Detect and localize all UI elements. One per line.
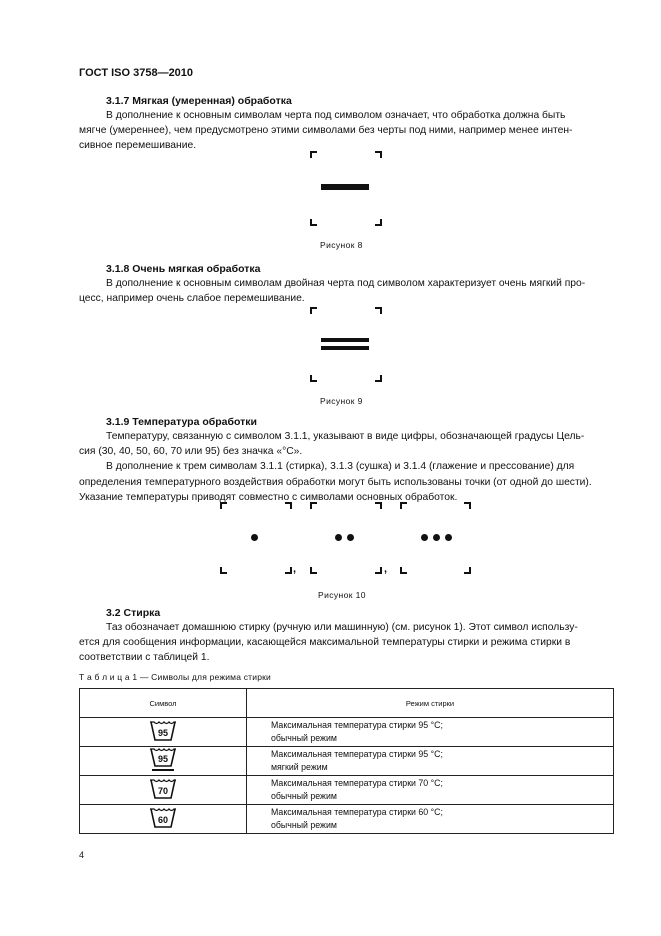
- temperature-dot: [251, 534, 258, 541]
- temperature-dot: [347, 534, 354, 541]
- figure-9-caption: Рисунок 9: [320, 396, 363, 406]
- wash-tub-symbol-cell: [80, 805, 247, 834]
- mode-temperature-text: Максимальная температура стирки 70 °С;: [271, 778, 443, 788]
- double-underline-bar-top: [321, 338, 369, 342]
- temperature-dot: [421, 534, 428, 541]
- wash-tub-symbol-cell: [80, 747, 247, 776]
- corner-mark: [310, 375, 317, 382]
- corner-mark: [220, 567, 227, 574]
- corner-mark: [400, 567, 407, 574]
- corner-mark: [310, 502, 317, 509]
- single-underline-bar: [321, 184, 369, 190]
- section-319-line: определения температурного воздействия обработки могут быть использованы точки (от одной до шести).: [79, 476, 592, 488]
- temperature-dot: [445, 534, 452, 541]
- corner-mark: [310, 151, 317, 158]
- section-317-text: [79, 108, 614, 154]
- wash-tub-symbol-cell: [80, 776, 247, 805]
- section-32-line: Таз обозначает домашнюю стирку (ручную или машинную) (см. рисунок 1). Этот символ использу-: [106, 622, 578, 633]
- table-row: [80, 805, 614, 834]
- corner-mark: [464, 502, 471, 509]
- section-318-line: В дополнение к основным символам двойная черта под символом характеризует очень мягкий про-: [106, 278, 586, 289]
- separator-comma: ,: [384, 563, 388, 575]
- section-319-text: [79, 429, 614, 505]
- corner-mark: [220, 502, 227, 509]
- section-319-line: В дополнение к трем символам 3.1.1 (стирка), 3.1.3 (сушка) и 3.1.4 (глажение и прессование) для: [106, 461, 575, 473]
- section-319-line: Указание температуры приводят совместно с символами основных обработок.: [79, 491, 458, 503]
- washing-symbols-table: [79, 688, 614, 834]
- header-symbol: Символ: [80, 689, 247, 718]
- corner-mark: [400, 502, 407, 509]
- wash-tub-icon: [148, 777, 178, 801]
- mode-type-text: обычный режим: [271, 733, 337, 743]
- section-318-text: [79, 276, 614, 306]
- mode-type-text: мягкий режим: [271, 762, 328, 772]
- wash-temperature: 95: [157, 754, 169, 764]
- table-1-caption: Т а б л и ц а 1 — Символы для режима стирки: [79, 672, 271, 682]
- corner-mark: [375, 151, 382, 158]
- wash-mode-cell: [247, 747, 614, 776]
- wash-tub-icon: [148, 719, 178, 743]
- section-319-line: сия (30, 40, 50, 60, 70 или 95) без значка «°С».: [79, 446, 303, 458]
- section-318-title: 3.1.8 Очень мягкая обработка: [106, 263, 261, 275]
- gentle-underline: [152, 769, 174, 771]
- section-318-line: цесс, например очень слабое перемешивание.: [79, 293, 305, 305]
- mode-type-text: обычный режим: [271, 820, 337, 830]
- temperature-dot: [433, 534, 440, 541]
- table-row: [80, 747, 614, 776]
- wash-mode-cell: [247, 776, 614, 805]
- wash-temperature: 70: [157, 786, 169, 796]
- corner-mark: [310, 307, 317, 314]
- wash-temperature: 95: [157, 728, 169, 738]
- table-row: [80, 718, 614, 747]
- page-number: 4: [79, 850, 85, 860]
- corner-mark: [285, 502, 292, 509]
- mode-type-text: обычный режим: [271, 791, 337, 801]
- section-319-title: 3.1.9 Температура обработки: [106, 416, 257, 428]
- corner-mark: [310, 219, 317, 226]
- corner-mark: [464, 567, 471, 574]
- wash-temperature: 60: [157, 815, 169, 825]
- figure-10-caption: Рисунок 10: [318, 590, 366, 600]
- wash-tub-symbol-cell: [80, 718, 247, 747]
- section-32-text: [79, 620, 614, 666]
- corner-mark: [375, 219, 382, 226]
- corner-mark: [285, 567, 292, 574]
- mode-temperature-text: Максимальная температура стирки 60 °С;: [271, 807, 443, 817]
- wash-tub-icon: [148, 806, 178, 830]
- document-header: ГОСТ ISO 3758—2010: [79, 67, 194, 79]
- section-32-line: соответствии с таблицей 1.: [79, 652, 210, 664]
- section-32-line: ется для сообщения информации, касающейся максимальной температуры стирки и режима стирки в: [79, 637, 571, 649]
- section-317-line: В дополнение к основным символам черта под символом означает, что обработка должна быть: [106, 110, 566, 121]
- header-mode: Режим стирки: [247, 689, 614, 718]
- section-32-title: 3.2 Стирка: [106, 607, 161, 619]
- mode-temperature-text: Максимальная температура стирки 95 °С;: [271, 749, 443, 759]
- section-317-line: сивное перемешивание.: [79, 140, 197, 152]
- wash-tub-gentle-icon: [148, 747, 178, 773]
- wash-mode-cell: [247, 805, 614, 834]
- mode-temperature-text: Максимальная температура стирки 95 °С;: [271, 720, 443, 730]
- temperature-dot: [335, 534, 342, 541]
- table-row: [80, 776, 614, 805]
- corner-mark: [375, 567, 382, 574]
- section-317-line: мягче (умереннее), чем предусмотрено этими символами без черты под ними, например менее интен-: [79, 125, 573, 137]
- corner-mark: [310, 567, 317, 574]
- corner-mark: [375, 502, 382, 509]
- separator-comma: ,: [293, 563, 297, 575]
- figure-8-caption: Рисунок 8: [320, 240, 363, 250]
- corner-mark: [375, 375, 382, 382]
- section-317-title: 3.1.7 Мягкая (умеренная) обработка: [106, 95, 292, 107]
- section-319-line: Температуру, связанную с символом 3.1.1, указывают в виде цифры, обозначающей градусы Цель-: [106, 431, 585, 442]
- double-underline-bar-bottom: [321, 346, 369, 350]
- table-header-row: [80, 689, 614, 718]
- wash-mode-cell: [247, 718, 614, 747]
- corner-mark: [375, 307, 382, 314]
